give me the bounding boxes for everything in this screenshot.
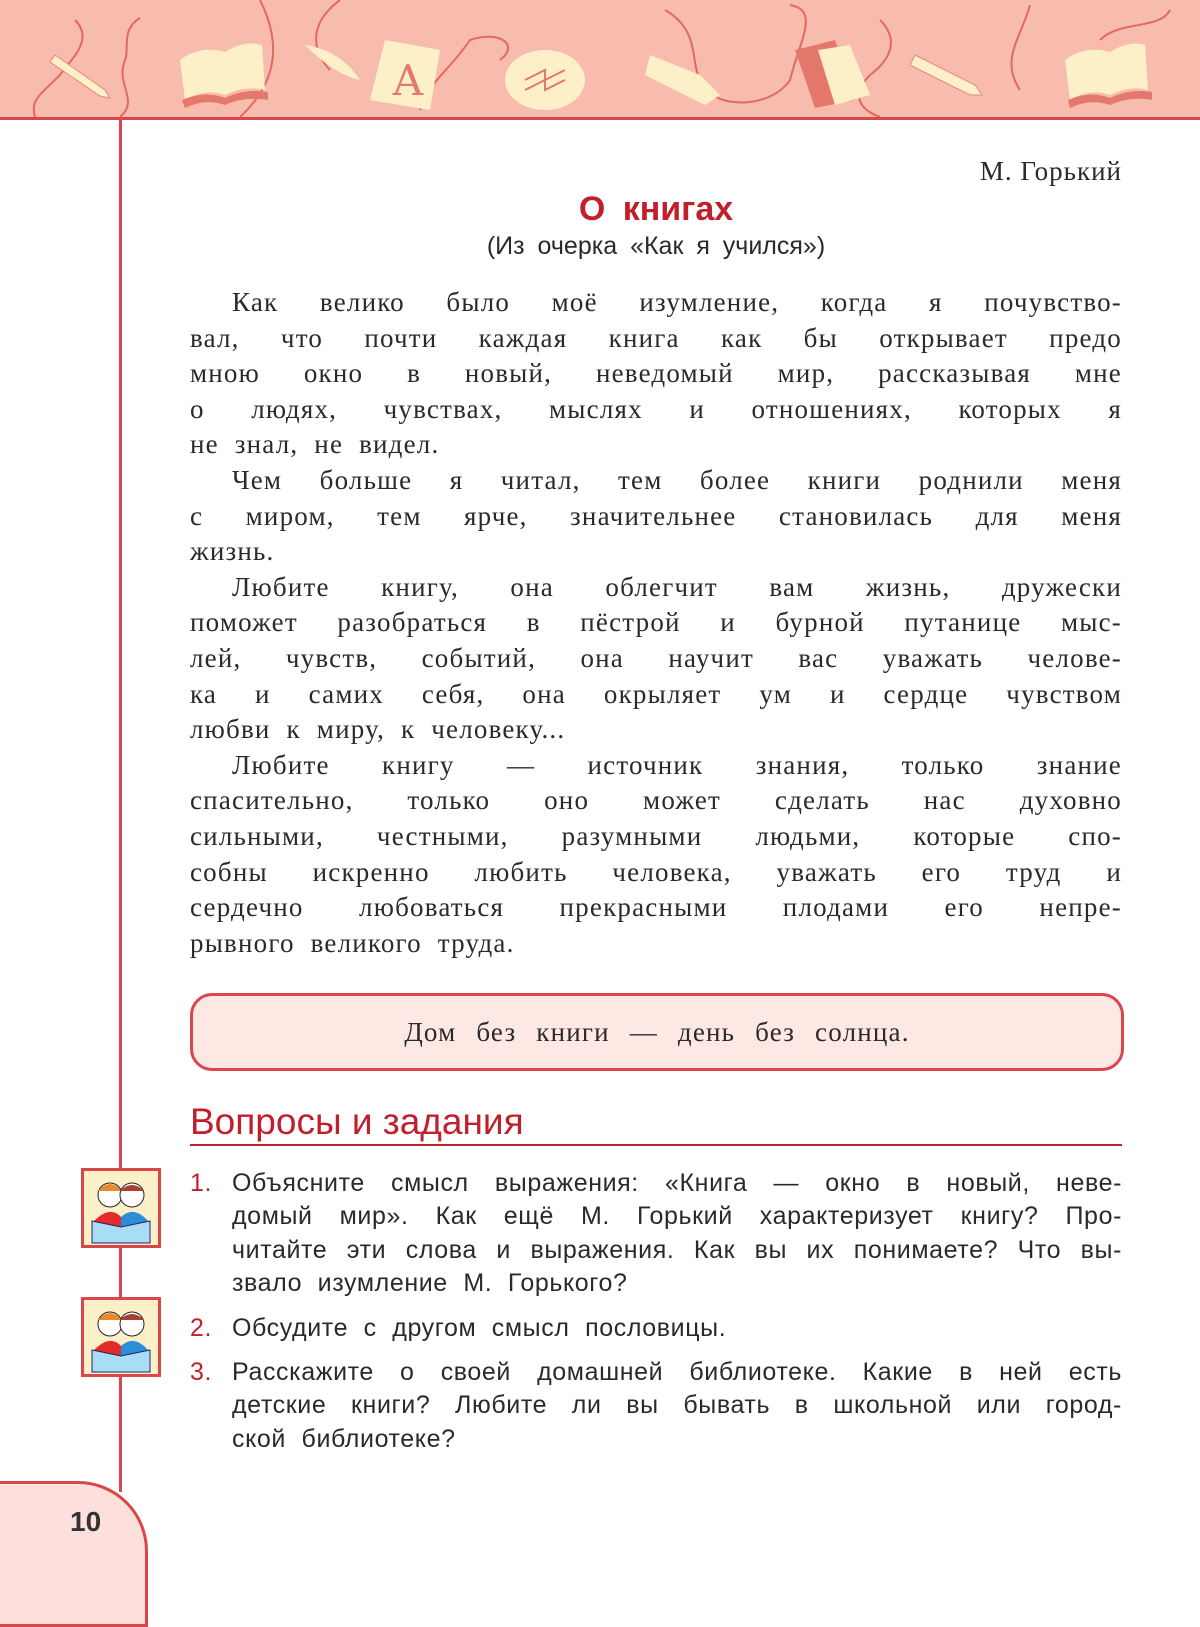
question-text-line: Объясните смысл выражения: «Книга — окно в новый, неве-: [232, 1169, 1122, 1197]
question-number: 3.: [190, 1357, 213, 1386]
tag-icon: [505, 50, 585, 110]
question-text-line: Расскажите о своей домашней библиотеке. Какие в ней есть: [232, 1357, 1122, 1386]
question-number: 2.: [190, 1313, 213, 1342]
paragraph-line: не знал, не видел.: [190, 429, 440, 460]
header-decoration: [0, 0, 1200, 117]
paragraph-line: спасительно, только оно может сделать нас духовно: [190, 785, 1122, 816]
paragraph-line: ка и самих себя, она окрыляет ум и сердце чувством: [190, 678, 1122, 709]
paragraph-line: Любите книгу, она облегчит вам жизнь, дружески: [232, 571, 1122, 602]
page-number: 10: [70, 1506, 102, 1537]
pair-work-icon: [81, 1168, 161, 1248]
question-item: [190, 1312, 1122, 1345]
paragraph-line: о людях, чувствах, мыслях и отношениях, которых я: [190, 393, 1122, 424]
svg-text:А: А: [392, 56, 424, 105]
proverb-text: Дом без книги — день без солнца.: [404, 1016, 910, 1047]
pencil-icon: [910, 55, 982, 95]
proverb-box: [190, 993, 1124, 1071]
question-text-line: звало изумление М. Горького?: [232, 1269, 628, 1298]
quill-icon: [305, 45, 360, 80]
paragraph-line: рывного великого труда.: [190, 927, 515, 958]
question-text-line: детские книги? Любите ли вы бывать в школьной или город-: [232, 1391, 1122, 1420]
paragraph-line: жизнь.: [190, 536, 275, 567]
question-item: [190, 1167, 1122, 1301]
question-text-line: Обсудите с другом смысл пословицы.: [232, 1313, 727, 1342]
paragraph-line: лей, чувств, событий, она научит вас уважать челове-: [190, 642, 1122, 673]
scroll-icon: [645, 55, 720, 105]
paragraph-line: поможет разобраться в пёстрой и бурной путанице мыс-: [190, 607, 1122, 638]
pair-work-icon: [81, 1297, 161, 1377]
decorative-header: [0, 0, 1200, 120]
paragraph-line: сильными, честными, разумными людьми, которые спо-: [190, 820, 1122, 851]
questions-heading: Вопросы и задания: [190, 1100, 1122, 1146]
cards-icon: [795, 40, 870, 108]
paragraph-line: Чем больше я читал, тем более книги роднили меня: [232, 464, 1122, 495]
paragraph-line: Как велико было моё изумление, когда я почувство-: [232, 287, 1122, 317]
question-number: 1.: [190, 1169, 213, 1197]
paragraph-line: Любите книгу — источник знания, только знание: [232, 749, 1122, 780]
question-item: [190, 1356, 1122, 1456]
author-name: М. Горький: [979, 156, 1122, 186]
page-title: О книгах: [578, 190, 734, 228]
paragraph-line: сердечно любоваться прекрасными плодами его непре-: [190, 892, 1122, 923]
paragraph-line: собны искренно любить человека, уважать его труд и: [190, 856, 1122, 887]
paragraph-line: с миром, тем ярче, значительнее становилась для меня: [190, 500, 1122, 531]
question-text-line: читайте эти слова и выражения. Как вы их понимаете? Что вы-: [232, 1235, 1122, 1264]
letter-card-icon: [370, 40, 440, 110]
questions-list: [190, 1167, 1122, 1467]
paragraph-line: мною окно в новый, неведомый мир, рассказывая мне: [190, 358, 1122, 389]
page-subtitle: (Из очерка «Как я учился»): [486, 232, 826, 260]
question-text-line: ской библиотеке?: [232, 1424, 456, 1453]
open-book-icon: [180, 44, 268, 108]
paragraph-line: вал, что почти каждая книга как бы открывает предо: [190, 322, 1122, 353]
open-book-icon: [1065, 44, 1152, 108]
margin-line: [119, 117, 122, 1492]
paragraph-line: любви к миру, к человеку...: [190, 714, 566, 745]
question-text-line: домый мир». Как ещё М. Горький характеризует книгу? Про-: [232, 1202, 1122, 1231]
story-text: [190, 285, 1122, 961]
page-number-tab: [0, 1481, 148, 1627]
